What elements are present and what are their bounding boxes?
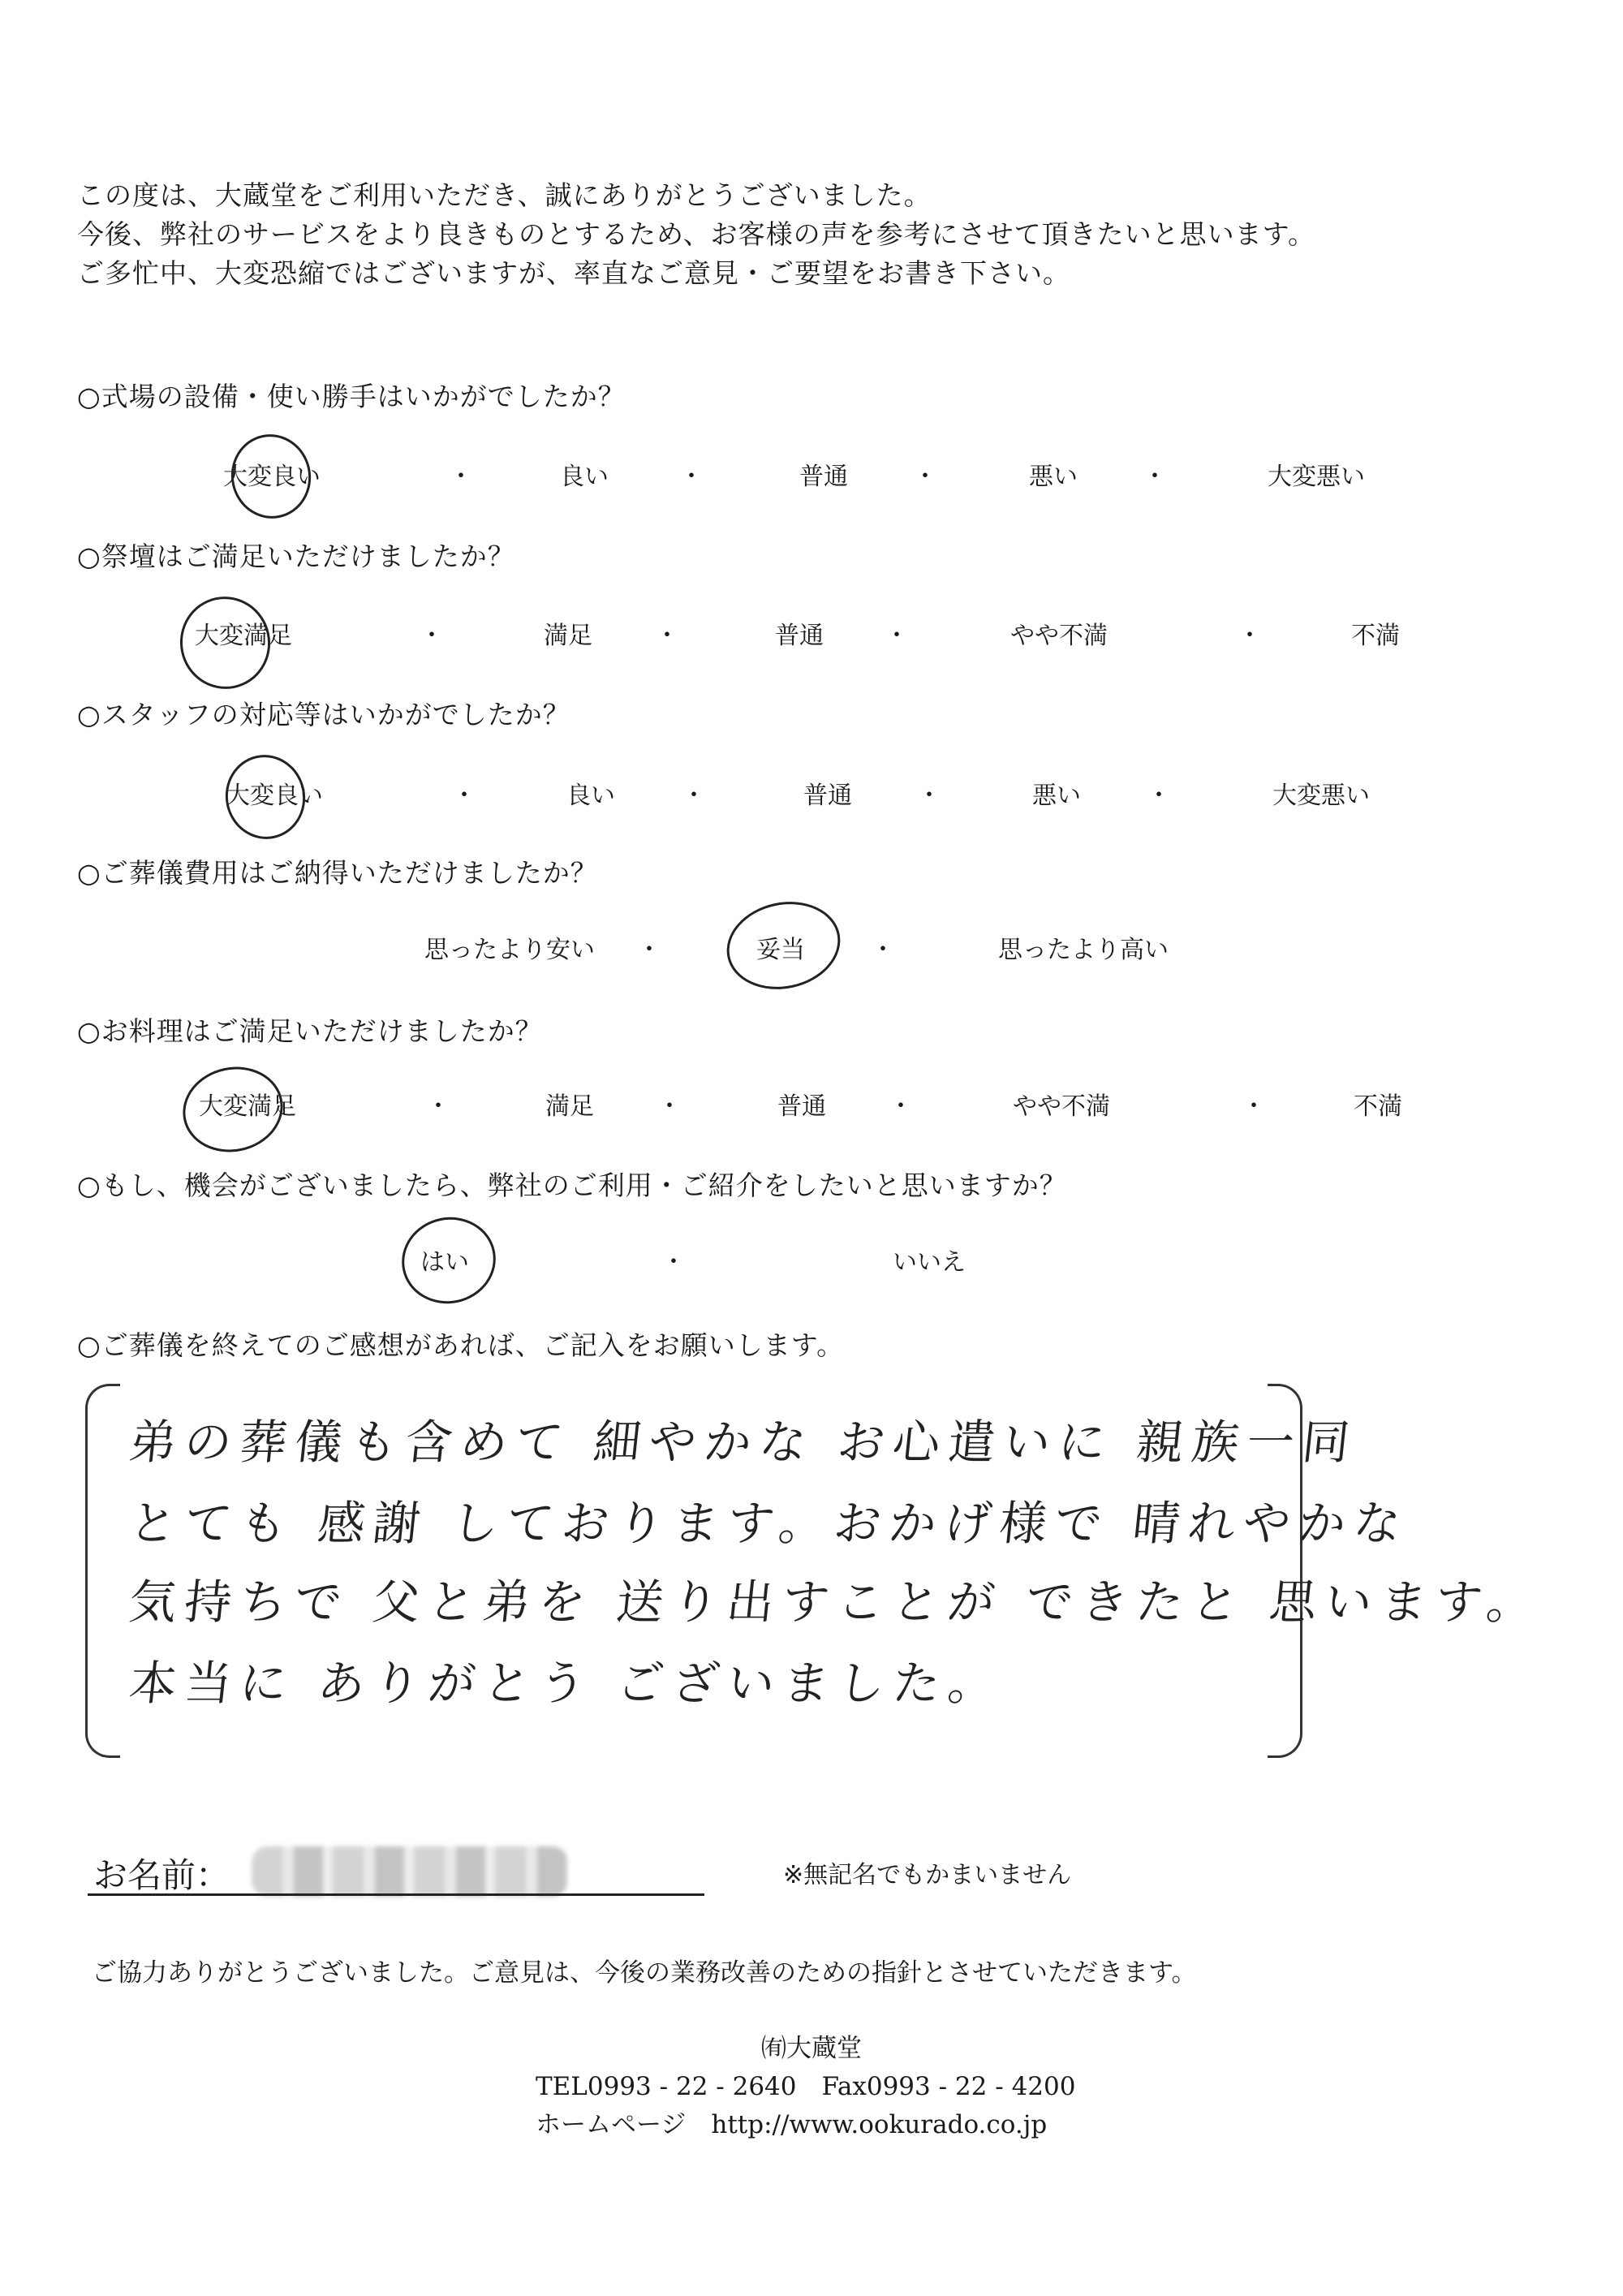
option-reasonable[interactable]: 妥当 — [756, 936, 805, 964]
name-redacted — [252, 1846, 568, 1897]
option-somewhat-unsatisfied[interactable]: やや不満 — [1013, 1092, 1110, 1121]
question-food: ○お料理はご満足いただけましたか？ — [77, 1015, 543, 1047]
selected-circle — [175, 1058, 291, 1161]
separator: ・ — [1242, 1092, 1266, 1121]
option-very-bad[interactable]: 大変悪い — [1272, 782, 1370, 810]
separator: ・ — [426, 1092, 450, 1121]
option-satisfied[interactable]: 満足 — [545, 1092, 594, 1121]
separator: ・ — [1143, 463, 1167, 491]
option-unsatisfied[interactable]: 不満 — [1354, 1092, 1402, 1121]
separator: ・ — [917, 782, 941, 810]
option-very-satisfied[interactable]: 大変満足 — [195, 622, 292, 650]
option-bad[interactable]: 悪い — [1032, 782, 1081, 810]
comment-line-4: 本当に ありがとう ございました。 — [126, 1656, 1006, 1711]
separator: ・ — [661, 1248, 686, 1277]
separator: ・ — [679, 463, 704, 491]
separator: ・ — [655, 622, 679, 650]
separator: ・ — [637, 936, 661, 964]
option-very-satisfied[interactable]: 大変満足 — [199, 1092, 296, 1121]
comment-line-3: 気持ちで 父と弟を 送り出すことが できたと 思います。 — [126, 1574, 1545, 1630]
separator: ・ — [871, 936, 895, 964]
question-staff: ○スタッフの対応等はいかがでしたか？ — [77, 699, 570, 730]
option-unsatisfied[interactable]: 不満 — [1351, 622, 1400, 650]
intro-line-3: ご多忙中、大変恐縮ではございますが、率直なご意見・ご要望をお書き下さい。 — [77, 257, 1070, 289]
option-very-bad[interactable]: 大変悪い — [1268, 463, 1365, 491]
question-recommend: ○もし、機会がございましたら、弊社のご利用・ご紹介をしたいと思いますか？ — [77, 1170, 1067, 1201]
homepage[interactable]: ホームページ http://www.ookurado.co.jp — [536, 2110, 1048, 2139]
separator: ・ — [449, 463, 473, 491]
option-more-expensive[interactable]: 思ったより高い — [998, 936, 1169, 964]
separator: ・ — [1238, 622, 1262, 650]
separator: ・ — [452, 782, 476, 810]
anonymous-note: ※無記名でもかまいません — [783, 1861, 1072, 1889]
question-facility: ○式場の設備・使い勝手はいかがでしたか？ — [77, 381, 626, 412]
option-good[interactable]: 良い — [560, 463, 609, 491]
option-normal[interactable]: 普通 — [775, 622, 824, 650]
name-label: お名前： — [93, 1855, 230, 1895]
option-bad[interactable]: 悪い — [1029, 463, 1078, 491]
comment-box — [85, 1384, 1545, 1753]
option-no[interactable]: いいえ — [893, 1248, 966, 1277]
selected-circle — [719, 892, 849, 1000]
question-cost: ○ご葬儀費用はご納得いただけましたか？ — [77, 857, 598, 889]
selected-circle — [223, 427, 318, 526]
question-comments: ○ご葬儀を終えてのご感想があれば、ご記入をお願いします。 — [77, 1329, 845, 1361]
intro-line-1: この度は、大蔵堂をご利用いただき、誠にありがとうございました。 — [77, 179, 932, 211]
comment-line-1: 弟の葬儀も含めて 細やかな お心遣いに 親族一同 — [126, 1415, 1361, 1470]
comment-line-2: とても 感謝 しております。おかげ様で 晴れやかな — [126, 1496, 1412, 1551]
thanks-text: ご協力ありがとうございました。ご意見は、今後の業務改善のための指針とさせていただきます。 — [92, 1958, 1197, 1988]
separator: ・ — [1147, 782, 1171, 810]
option-very-good[interactable]: 大変良い — [226, 782, 323, 810]
intro-line-2: 今後、弊社のサービスをより良きものとするため、お客様の声を参考にさせて頂きたいと思います。 — [77, 218, 1316, 250]
separator: ・ — [682, 782, 706, 810]
name-underline — [88, 1893, 704, 1896]
option-normal[interactable]: 普通 — [777, 1092, 826, 1121]
question-altar: ○祭壇はご満足いただけましたか？ — [77, 541, 515, 572]
selected-circle — [217, 747, 312, 846]
separator: ・ — [657, 1092, 682, 1121]
selected-circle — [171, 588, 278, 698]
phone-fax: TEL0993 - 22 - 2640 Fax0993 - 22 - 4200 — [536, 2072, 1076, 2101]
separator: ・ — [420, 622, 444, 650]
option-normal[interactable]: 普通 — [803, 782, 852, 810]
separator: ・ — [885, 622, 909, 650]
selected-circle — [394, 1208, 504, 1312]
option-very-good[interactable]: 大変良い — [223, 463, 321, 491]
option-normal[interactable]: 普通 — [799, 463, 848, 491]
option-cheaper[interactable]: 思ったより安い — [424, 936, 595, 964]
bracket-left — [85, 1384, 120, 1758]
option-satisfied[interactable]: 満足 — [544, 622, 592, 650]
separator: ・ — [889, 1092, 913, 1121]
option-yes[interactable]: はい — [420, 1248, 469, 1277]
company-name: ㈲大蔵堂 — [761, 2034, 862, 2063]
option-good[interactable]: 良い — [566, 782, 615, 810]
option-somewhat-unsatisfied[interactable]: やや不満 — [1010, 622, 1108, 650]
separator: ・ — [913, 463, 937, 491]
